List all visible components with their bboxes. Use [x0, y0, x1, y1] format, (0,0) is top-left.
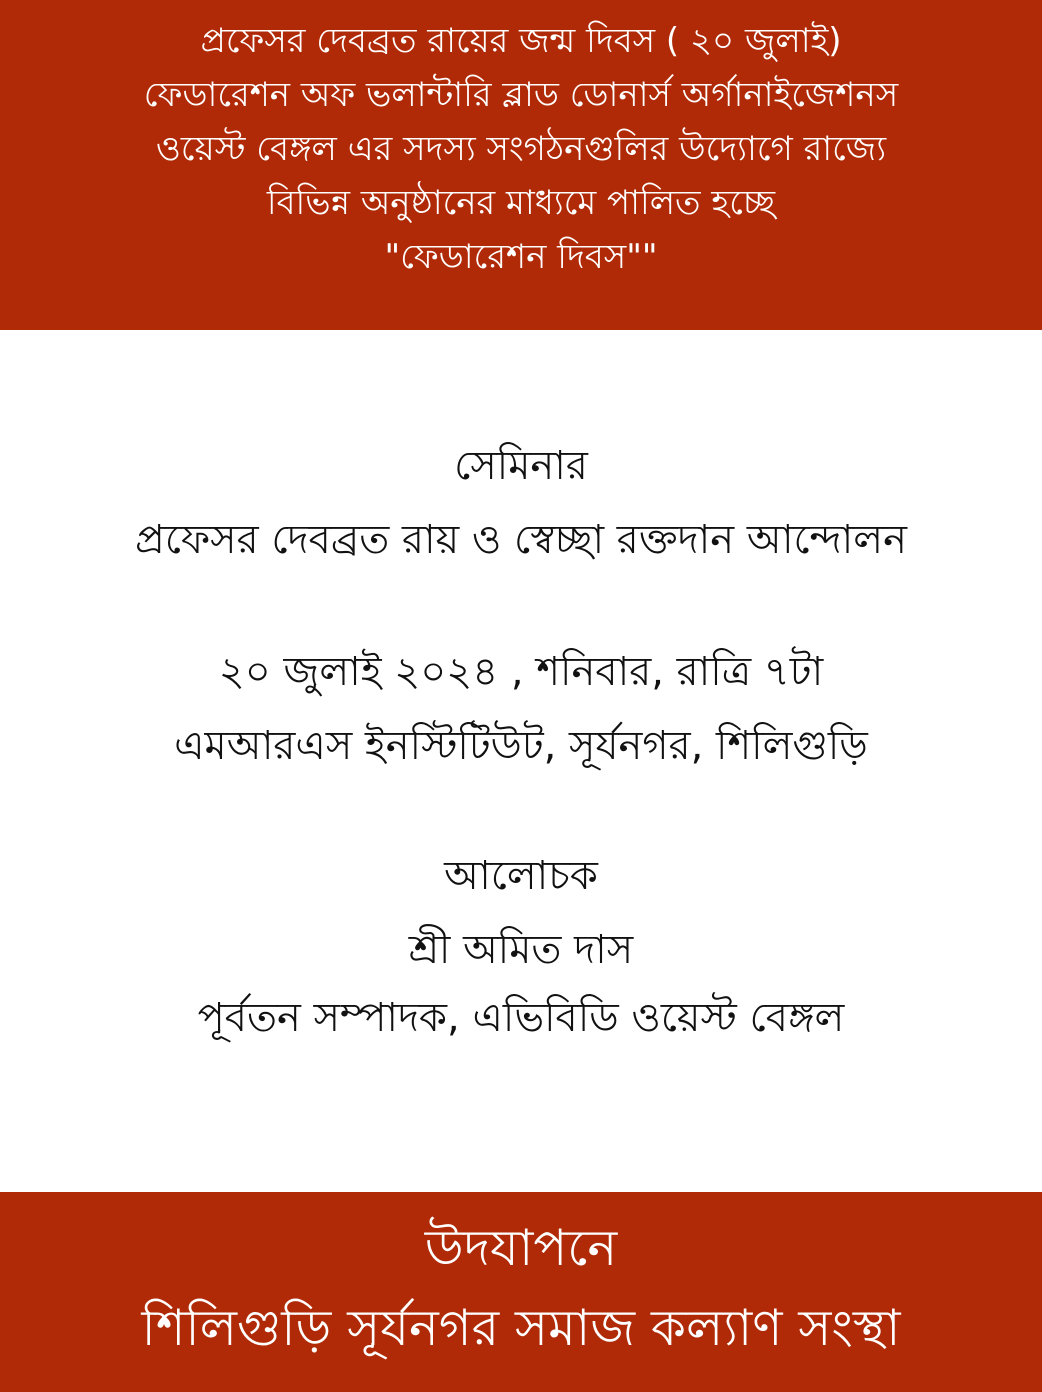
speaker-name: শ্রী অমিত দাস: [408, 927, 634, 973]
header-banner: [0, 0, 1042, 330]
footer-banner: [0, 1192, 1042, 1392]
header-line-celebrated: বিভিন্ন অনুষ্ঠানের মাধ্যমে পালিত হচ্ছে: [266, 183, 776, 223]
footer-label: উদযাপনে: [424, 1219, 618, 1277]
header-line-members: ওয়েস্ট বেঙ্গল এর সদস্য সংগঠনগুলির উদ্যোগে রাজ্যে: [155, 129, 887, 169]
event-datetime: ২০ জুলাই ২০২৪ , শনিবার, রাত্রি ৭টা: [218, 649, 824, 695]
speaker-designation: পূর্বতন সম্পাদক, এভিবিডি ওয়েস্ট বেঙ্গল: [197, 995, 845, 1041]
event-details: [0, 330, 1042, 1192]
seminar-topic: প্রফেসর দেবব্রত রায় ও স্বেচ্ছা রক্তদান আন্দোলন: [135, 517, 907, 563]
header-line-federation-day: "ফেডারেশন দিবস"": [384, 237, 658, 277]
seminar-heading: সেমিনার: [454, 443, 588, 489]
header-line-birthday: প্রফেসর দেবব্রত রায়ের জন্ম দিবস ( ২০ জুলাই): [200, 21, 842, 61]
event-venue: এমআরএস ইনস্টিটিউট, সূর্যনগর, শিলিগুড়ি: [174, 723, 868, 769]
footer-organizer: শিলিগুড়ি সূর্যনগর সমাজ কল্যাণ সংস্থা: [141, 1299, 901, 1357]
speaker-heading: আলোচক: [444, 853, 598, 899]
header-line-federation: ফেডারেশন অফ ভলান্টারি ব্লাড ডোনার্স অর্গানাইজেশনস: [143, 75, 899, 115]
